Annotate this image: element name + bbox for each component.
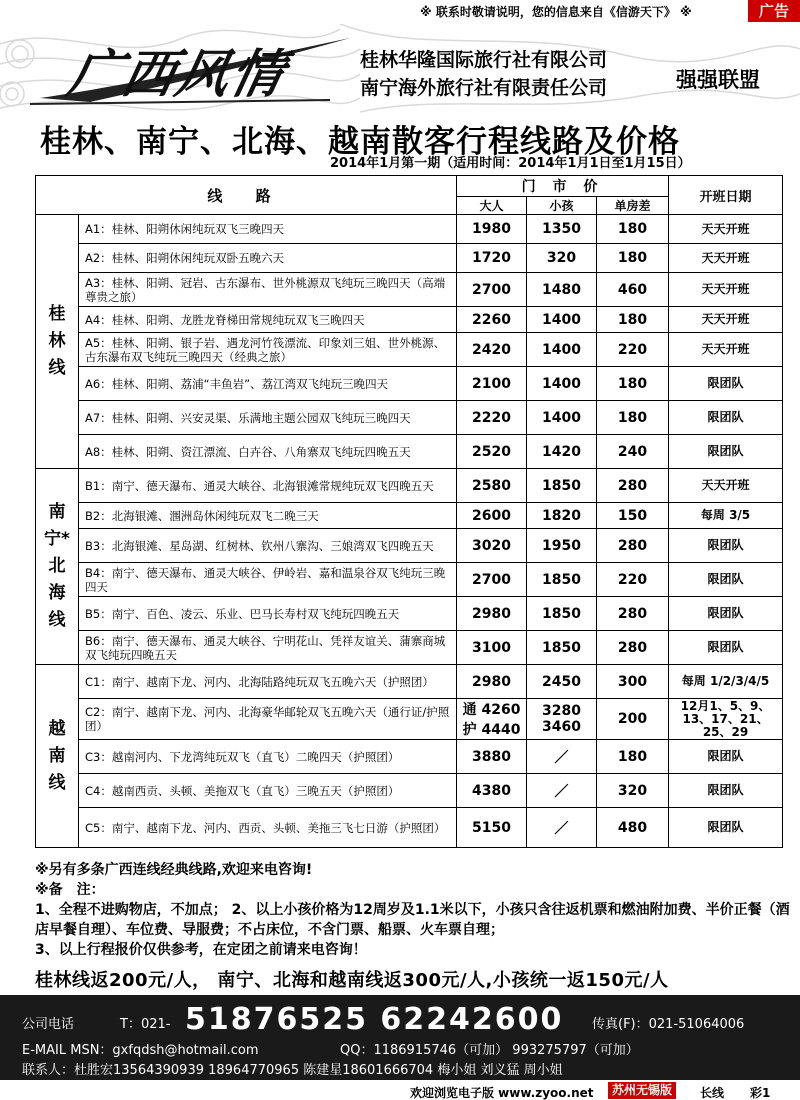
table-row: [36, 215, 783, 244]
departure-dates: 天天开班: [669, 273, 783, 307]
route-name: B2：北海银滩、涠洲岛休闲纯玩双飞二晚三天: [79, 503, 457, 529]
departure-dates: 限团队: [669, 563, 783, 597]
table-row: [36, 333, 783, 367]
departure-dates: 限团队: [669, 367, 783, 401]
header-price: 门 市 价: [457, 176, 669, 197]
remark-title: ※备 注：: [35, 882, 105, 898]
table-row: [36, 563, 783, 597]
departure-dates: 限团队: [669, 740, 783, 774]
route-name: A6：桂林、阳朔、荔浦“丰鱼岩”、荔江湾双飞纯玩三晚四天: [79, 367, 457, 401]
phone-label: 公司电话: [22, 1017, 75, 1032]
route-name: B4：南宁、德天瀑布、通灵大峡谷、伊岭岩、嘉和温泉谷双飞纯玩三晚四天: [79, 563, 457, 597]
departure-dates: 每周 1/2/3/4/5: [669, 665, 783, 699]
adult-price: 2100: [457, 367, 527, 401]
header-adult: 大人: [457, 197, 527, 215]
single-supplement: 280: [597, 597, 669, 631]
more-routes-note: ※另有多条广西连线经典线路,欢迎来电咨询!: [35, 862, 313, 878]
child-price: 1480: [527, 273, 597, 307]
single-supplement: 180: [597, 215, 669, 244]
single-supplement: 180: [597, 740, 669, 774]
edition-badge: 苏州无锡版: [608, 1082, 676, 1099]
single-supplement: 480: [597, 808, 669, 848]
table-row: [36, 699, 783, 740]
adult-price: 4380: [457, 774, 527, 808]
header-banner: [0, 24, 800, 116]
table-row: [36, 740, 783, 774]
single-supplement: 200: [597, 699, 669, 740]
route-group-label: 桂林线: [36, 215, 79, 469]
fax-number: 传真(F)：021-51064006: [592, 1017, 745, 1032]
single-supplement: 220: [597, 333, 669, 367]
table-row: [36, 244, 783, 273]
table-row: [36, 435, 783, 469]
route-group-label: 越南线: [36, 665, 79, 848]
source-note: ※ 联系时敬请说明，您的信息来自《信游天下》 ※: [420, 5, 692, 19]
table-row: [36, 665, 783, 699]
note-1-2: 1、全程不进购物店，不加点； 2、以上小孩价格为12周岁及1.1米以下，小孩只含往返机票和燃油附加费、半价正餐（酒店早餐自理）、车位费、导服费；不占床位，不含门票、船票、火车票自理；: [35, 902, 790, 938]
departure-dates: 限团队: [669, 808, 783, 848]
table-row: [36, 367, 783, 401]
single-supplement: 180: [597, 307, 669, 333]
departure-dates: 限团队: [669, 597, 783, 631]
email-msn[interactable]: E-MAIL MSN：gxfqdsh@hotmail.com: [22, 1043, 259, 1058]
single-supplement: 280: [597, 469, 669, 503]
table-row: [36, 631, 783, 665]
single-supplement: 150: [597, 503, 669, 529]
table-row: [36, 273, 783, 307]
route-name: A3：桂林、阳朔、冠岩、古东瀑布、世外桃源双飞纯玩三晚四天（高端尊贵之旅）: [79, 273, 457, 307]
rebate-line: 桂林线返200元/人， 南宁、北海和越南线返300元/人,小孩统一返150元/人: [35, 970, 669, 991]
child-price: ／: [527, 774, 597, 808]
price-table: [35, 175, 783, 848]
adult-price: 1980: [457, 215, 527, 244]
child-price: 3280 3460: [527, 699, 597, 740]
table-row: [36, 529, 783, 563]
bottom-bar: [410, 1081, 800, 1100]
issue-subtitle: 2014年1月第一期（适用时间：2014年1月1日至1月15日）: [330, 156, 691, 171]
departure-dates: 限团队: [669, 774, 783, 808]
route-name: A5：桂林、阳朔、银子岩、遇龙河竹筏漂流、印象刘三姐、世外桃源、古东瀑布双飞纯玩三晚四天（经典之旅）: [79, 333, 457, 367]
adult-price: 2420: [457, 333, 527, 367]
single-supplement: 280: [597, 529, 669, 563]
child-price: 1400: [527, 307, 597, 333]
route-name: A2：桂林、阳朔休闲纯玩双卧五晚六天: [79, 244, 457, 273]
adult-price: 通 4260 护 4440: [457, 699, 527, 740]
departure-dates: 限团队: [669, 631, 783, 665]
header-route: 线 路: [36, 176, 457, 215]
site-link[interactable]: 欢迎浏览电子版 www.zyoo.net: [410, 1086, 594, 1100]
route-name: B3：北海银滩、星岛湖、红树林、钦州八寨沟、三娘湾双飞四晚五天: [79, 529, 457, 563]
child-price: 1950: [527, 529, 597, 563]
route-name: C5：南宁、越南下龙、河内、西贡、头顿、美拖三飞七日游（护照团）: [79, 808, 457, 848]
route-name: C4：越南西贡、头顿、美拖双飞（直飞）三晚五天（护照团）: [79, 774, 457, 808]
route-name: B5：南宁、百色、凌云、乐业、巴马长寿村双飞纯玩四晚五天: [79, 597, 457, 631]
adult-price: 1720: [457, 244, 527, 273]
note-3: 3、以上行程报价仅供参考，在定团之前请来电咨询！: [35, 942, 367, 958]
header-child: 小孩: [527, 197, 597, 215]
departure-dates: 每周 3/5: [669, 503, 783, 529]
adult-price: 2260: [457, 307, 527, 333]
adult-price: 5150: [457, 808, 527, 848]
agency-names: [360, 46, 607, 102]
child-price: 1400: [527, 333, 597, 367]
departure-dates: 天天开班: [669, 333, 783, 367]
adult-price: 2980: [457, 665, 527, 699]
adult-price: 3880: [457, 740, 527, 774]
agency-1: 桂林华隆国际旅行社有限公司: [360, 49, 608, 71]
page-label: 彩1: [750, 1086, 771, 1100]
route-name: A8：桂林、阳朔、资江漂流、白卉谷、八角寨双飞纯玩四晚五天: [79, 435, 457, 469]
notes-section: [35, 860, 790, 960]
departure-dates: 天天开班: [669, 469, 783, 503]
single-supplement: 460: [597, 273, 669, 307]
contact-persons: 联系人：杜胜宏13564390939 18964770965 陈建星18601666704 梅小姐 刘义猛 周小姐: [22, 1063, 563, 1078]
alliance-label: 强强联盟: [676, 68, 760, 92]
child-price: ／: [527, 808, 597, 848]
table-row: [36, 503, 783, 529]
departure-dates: 限团队: [669, 529, 783, 563]
header-dates: 开班日期: [669, 176, 783, 215]
departure-dates: 天天开班: [669, 244, 783, 273]
child-price: 1850: [527, 631, 597, 665]
brand-logo: [30, 28, 360, 112]
route-group-label: 南宁*北海线: [36, 469, 79, 665]
child-price: 2450: [527, 665, 597, 699]
adult-price: 2600: [457, 503, 527, 529]
adult-price: 2220: [457, 401, 527, 435]
single-supplement: 280: [597, 631, 669, 665]
table-row: [36, 469, 783, 503]
table-row: [36, 597, 783, 631]
single-supplement: 180: [597, 244, 669, 273]
table-row: [36, 808, 783, 848]
child-price: 320: [527, 244, 597, 273]
table-row: [36, 774, 783, 808]
route-name: A1：桂林、阳朔休闲纯玩双飞三晚四天: [79, 215, 457, 244]
ad-tag: 广告: [748, 0, 800, 22]
route-name: C3：越南河内、下龙湾纯玩双飞（直飞）二晚四天（护照团）: [79, 740, 457, 774]
table-row: [36, 307, 783, 333]
route-name: B1：南宁、德天瀑布、通灵大峡谷、北海银滩常规纯玩双飞四晚五天: [79, 469, 457, 503]
section-label: 长线: [700, 1086, 725, 1100]
departure-dates: 天天开班: [669, 307, 783, 333]
single-supplement: 300: [597, 665, 669, 699]
child-price: 1420: [527, 435, 597, 469]
child-price: 1850: [527, 563, 597, 597]
adult-price: 2700: [457, 563, 527, 597]
departure-dates: 限团队: [669, 435, 783, 469]
header-single: 单房差: [597, 197, 669, 215]
child-price: 1400: [527, 367, 597, 401]
adult-price: 2520: [457, 435, 527, 469]
route-name: A7：桂林、阳朔、兴安灵渠、乐满地主题公园双飞纯玩三晚四天: [79, 401, 457, 435]
phone-numbers[interactable]: 51876525 62242600: [185, 1002, 564, 1037]
child-price: 1850: [527, 469, 597, 503]
single-supplement: 180: [597, 401, 669, 435]
route-name: C1：南宁、越南下龙、河内、北海陆路纯玩双飞五晚六天（护照团）: [79, 665, 457, 699]
route-name: A4：桂林、阳朔、龙胜龙脊梯田常规纯玩双飞三晚四天: [79, 307, 457, 333]
child-price: 1820: [527, 503, 597, 529]
logo-text: 广西风情: [62, 44, 292, 105]
adult-price: 2980: [457, 597, 527, 631]
single-supplement: 180: [597, 367, 669, 401]
page-title: 桂林、南宁、北海、越南散客行程线路及价格: [40, 124, 680, 160]
single-supplement: 320: [597, 774, 669, 808]
adult-price: 2580: [457, 469, 527, 503]
adult-price: 2700: [457, 273, 527, 307]
adult-price: 3020: [457, 529, 527, 563]
route-name: B6：南宁、德天瀑布、通灵大峡谷、宁明花山、凭祥友谊关、蒲寨商城双飞纯玩四晚五天: [79, 631, 457, 665]
child-price: 1400: [527, 401, 597, 435]
departure-dates: 12月1、5、9、13、17、21、25、29: [669, 699, 783, 740]
phone-prefix: T：021-: [120, 1017, 171, 1032]
departure-dates: 限团队: [669, 401, 783, 435]
single-supplement: 240: [597, 435, 669, 469]
child-price: 1850: [527, 597, 597, 631]
table-row: [36, 401, 783, 435]
single-supplement: 220: [597, 563, 669, 597]
qq-numbers: QQ：1186915746（可加） 993275797（可加）: [340, 1043, 639, 1058]
route-name: C2：南宁、越南下龙、河内、北海豪华邮轮双飞五晚六天（通行证/护照团）: [79, 699, 457, 740]
adult-price: 3100: [457, 631, 527, 665]
agency-2: 南宁海外旅行社有限责任公司: [360, 77, 608, 99]
contact-footer: [0, 995, 800, 1080]
child-price: 1350: [527, 215, 597, 244]
departure-dates: 天天开班: [669, 215, 783, 244]
price-table-body: [36, 215, 783, 848]
child-price: ／: [527, 740, 597, 774]
